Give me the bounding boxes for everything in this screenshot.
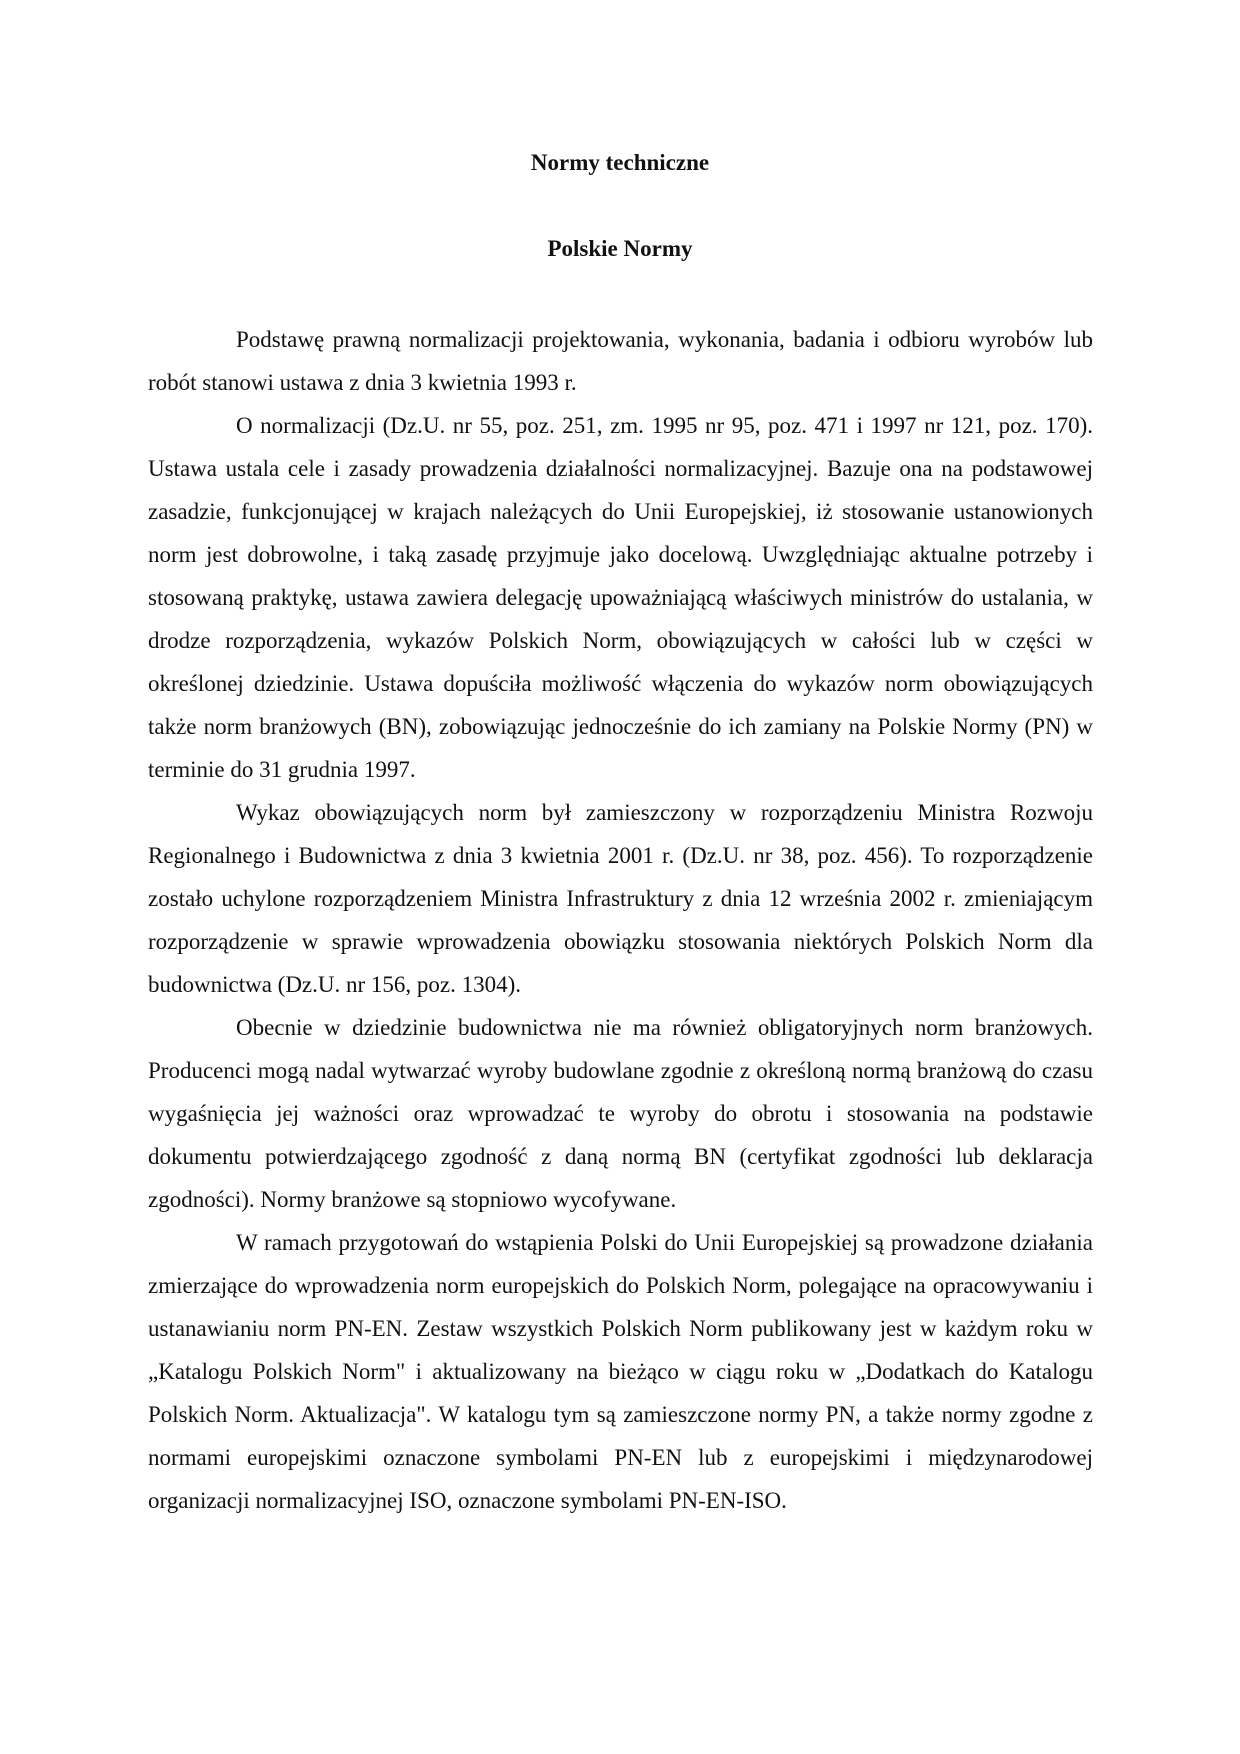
document-body	[148, 318, 1093, 1522]
document-subtitle: Polskie Normy	[547, 236, 693, 261]
paragraph: Obecnie w dziedzinie budownictwa nie ma również obligatoryjnych norm branżowych. Producenci mogą nadal wytwarzać wyroby budowlane zgodnie z określoną normą branżową do czasu wygaśnięcia jej ważności oraz wprowadzać te wyroby do obrotu i stosowania na podstawie dokumentu potwierdzającego zgodność z daną normą BN (certyfikat zgodności lub deklaracja zgodności). Normy branżowe są stopniowo wycofywane.	[148, 1015, 1093, 1212]
paragraph: O normalizacji (Dz.U. nr 55, poz. 251, zm. 1995 nr 95, poz. 471 i 1997 nr 121, poz. 170). Ustawa ustala cele i zasady prowadzenia działalności normalizacyjnej. Bazuje ona na podstawowej zasadzie, funkcjonującej w krajach należących do Unii Europejskiej, iż stosowanie ustanowionych norm jest dobrowolne, i taką zasadę przyjmuje jako docelową. Uwzględniając aktualne potrzeby i stosowaną praktykę, ustawa zawiera delegację upoważniającą właściwych ministrów do ustalania, w drodze rozporządzenia, wykazów Polskich Norm, obowiązujących w całości lub w części w określonej dziedzinie. Ustawa dopuściła możliwość włączenia do wykazów norm obowiązujących także norm branżowych (BN), zobowiązując jednocześnie do ich zamiany na Polskie Normy (PN) w terminie do 31 grudnia 1997.	[148, 413, 1093, 782]
document-title: Normy techniczne	[530, 150, 710, 175]
paragraph: Podstawę prawną normalizacji projektowania, wykonania, badania i odbioru wyrobów lub robót stanowi ustawa z dnia 3 kwietnia 1993 r.	[148, 327, 1093, 395]
paragraph: Wykaz obowiązujących norm był zamieszczony w rozporządzeniu Ministra Rozwoju Regionalnego i Budownictwa z dnia 3 kwietnia 2001 r. (Dz.U. nr 38, poz. 456). To rozporządzenie zostało uchylone rozporządzeniem Ministra Infrastruktury z dnia 12 września 2002 r. zmieniającym rozporządzenie w sprawie wprowadzenia obowiązku stosowania niektórych Polskich Norm dla budownictwa (Dz.U. nr 156, poz. 1304).	[148, 800, 1093, 997]
paragraph: W ramach przygotowań do wstąpienia Polski do Unii Europejskiej są prowadzone działania zmierzające do wprowadzenia norm europejskich do Polskich Norm, polegające na opracowywaniu i ustanawianiu norm PN-EN. Zestaw wszystkich Polskich Norm publikowany jest w każdym roku w „Katalogu Polskich Norm" i aktualizowany na bieżąco w ciągu roku w „Dodatkach do Katalogu Polskich Norm. Aktualizacja". W katalogu tym są zamieszczone normy PN, a także normy zgodne z normami europejskimi oznaczone symbolami PN-EN lub z europejskimi i międzynarodowej organizacji normalizacyjnej ISO, oznaczone symbolami PN-EN-ISO.	[148, 1230, 1093, 1513]
